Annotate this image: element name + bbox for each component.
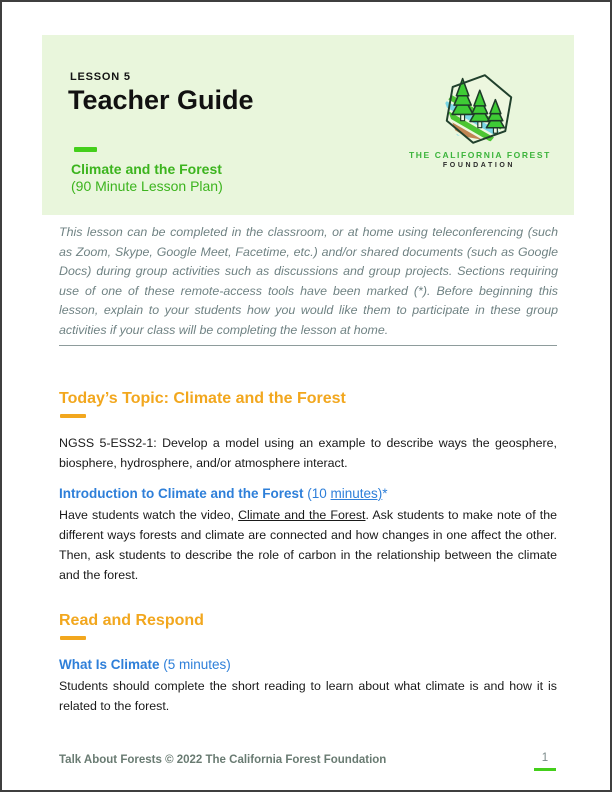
duration-link[interactable]: minutes): [330, 486, 383, 501]
header-band: [42, 35, 574, 215]
body-text-segment: Have students watch the video,: [59, 508, 239, 522]
page-number: 1: [541, 752, 549, 764]
body-text-segment: . Ask students to make note of the different ways forests and climate are connected and how changes in one affect the other. Then, ask students to describe the role of carbon in the relationship between the climate and the forest.: [59, 508, 558, 582]
title-accent-dash: [74, 147, 97, 152]
lesson-duration: (90 Minute Lesson Plan): [71, 178, 223, 194]
subsection-duration-prefix: (10: [303, 486, 331, 501]
subsection-heading-what-is-climate: [59, 657, 231, 672]
logo-wordmark-line2: FOUNDATION: [442, 162, 516, 169]
lesson-topic: Climate and the Forest: [71, 161, 222, 177]
section-divider: [59, 345, 557, 346]
forest-hexagon-logo-icon: [440, 69, 518, 149]
what-is-climate-body: Students should complete the short reading to learn about what climate is and how it is related to the forest.: [59, 679, 557, 713]
section-heading-todays-topic: Today’s Topic: Climate and the Forest: [59, 390, 346, 407]
section-accent-dash: [60, 636, 86, 640]
lesson-label: LESSON 5: [70, 71, 131, 83]
foundation-logo: [409, 69, 549, 169]
subsection-heading-introduction: [59, 486, 388, 501]
page-number-underline: [534, 768, 556, 771]
page-title: Teacher Guide: [68, 85, 254, 115]
footer-copyright: Talk About Forests © 2022 The California Forest Foundation: [59, 754, 387, 766]
logo-wordmark-line1: THE CALIFORNIA FOREST: [409, 150, 551, 160]
video-link[interactable]: Climate and the Forest: [238, 508, 366, 522]
remote-learning-note: This lesson can be completed in the classroom, or at home using teleconferencing (such as Zoom, Skype, Google Meet, Facetime, etc.) and/or shared documents (such as Google Docs) during group activities such as discussions and group projects. Sections requiring use of one of these remote-access tools have been marked (*). Before beginning this lesson, explain to your students how you would like them to participate in these group activities if your class will be completing the lesson at home.: [59, 225, 558, 337]
subsection-title: What Is Climate: [59, 657, 160, 672]
subsection-duration-suffix: *: [382, 486, 388, 501]
section-heading-read-and-respond: Read and Respond: [59, 612, 204, 629]
subsection-duration: (5 minutes): [159, 657, 231, 672]
ngss-standard-text: NGSS 5-ESS2-1: Develop a model using an example to describe ways the geosphere, biosphere, hydrosphere, and/or atmosphere interact.: [59, 436, 557, 470]
section-accent-dash: [60, 414, 86, 418]
subsection-title: Introduction to Climate and the Forest: [59, 486, 304, 501]
introduction-body: [59, 505, 557, 585]
